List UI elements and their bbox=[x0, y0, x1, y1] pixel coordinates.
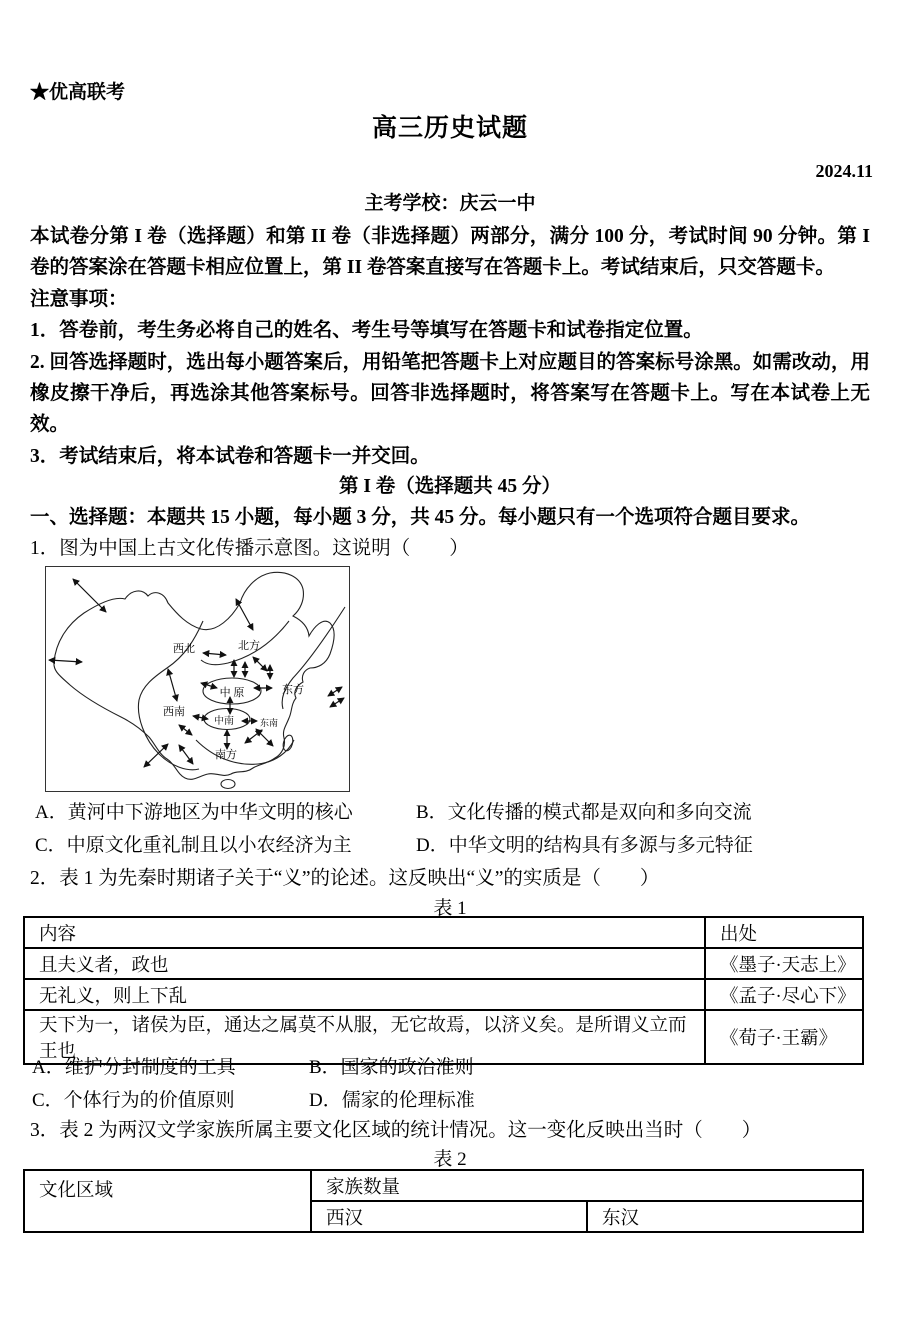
q2-option-b: B．国家的政治准则 bbox=[309, 1057, 474, 1078]
table1-cell-content: 无礼义，则上下乱 bbox=[24, 979, 705, 1010]
exam-instructions bbox=[30, 221, 870, 472]
section1-title: 第 I 卷（选择题共 45 分） bbox=[338, 476, 562, 497]
q2-option-c: C．个体行为的价值原则 bbox=[32, 1090, 235, 1111]
note-item-2: 2. 回答选择题时，选出每小题答案后，用铅笔把答题卡上对应题目的答案标号涂黑。如需改动，用橡皮擦干净后，再选涂其他答案标号。回答非选择题时，将答案写在答题卡上。写在本试卷上无效。 bbox=[30, 351, 870, 436]
table1-cell-source: 《墨子·天志上》 bbox=[705, 948, 863, 979]
question1-stem: 1．图为中国上古文化传播示意图。这说明（ ） bbox=[30, 538, 469, 559]
q2-option-a: A．维护分封制度的工具 bbox=[32, 1057, 236, 1078]
region-label-dongnan: 东南 bbox=[259, 718, 279, 728]
table2-caption: 表 2 bbox=[433, 1149, 467, 1170]
region-label-beifang: 北方 bbox=[238, 640, 260, 652]
table-row bbox=[24, 948, 863, 979]
question2-stem: 2．表 1 为先秦时期诸子关于“义”的论述。这反映出“义”的实质是（ ） bbox=[30, 868, 660, 889]
table2-subheader-eastern-han: 东汉 bbox=[587, 1201, 863, 1232]
region-label-xinan: 西南 bbox=[163, 706, 185, 718]
q1-option-a: A．黄河中下游地区为中华文明的核心 bbox=[35, 802, 353, 823]
table2-subheader-western-han: 西汉 bbox=[311, 1201, 587, 1232]
table-row bbox=[24, 1170, 863, 1201]
section1-directions: 一、选择题：本题共 15 小题，每小题 3 分，共 45 分。每小题只有一个选项符合题目要求。 bbox=[30, 507, 811, 528]
notes-title: 注意事项： bbox=[30, 288, 128, 310]
table1-caption: 表 1 bbox=[433, 898, 467, 919]
note-item-1: 1．答卷前，考生务必将自己的姓名、考生号等填写在答题卡和试卷指定位置。 bbox=[30, 320, 703, 342]
region-label-dongfang: 东方 bbox=[282, 684, 304, 696]
page-title: 高三历史试题 bbox=[371, 115, 528, 142]
china-outline bbox=[54, 572, 334, 779]
table-row bbox=[24, 979, 863, 1010]
table1-header-content: 内容 bbox=[24, 917, 705, 948]
table1-header-source: 出处 bbox=[705, 917, 863, 948]
table1-yi-statements bbox=[23, 916, 864, 1065]
china-culture-map bbox=[45, 566, 350, 792]
table1-cell-content: 天下为一，诸侯为臣，通达之属莫不从服，无它故焉，以济义矣。是所谓义立而王也 bbox=[24, 1010, 705, 1064]
table-row bbox=[24, 917, 863, 948]
exam-date: 2024.11 bbox=[815, 161, 873, 181]
host-school: 主考学校：庆云一中 bbox=[364, 193, 536, 214]
table1-cell-source: 《孟子·尽心下》 bbox=[705, 979, 863, 1010]
question3-stem: 3．表 2 为两汉文学家族所属主要文化区域的统计情况。这一变化反映出当时（ ） bbox=[30, 1120, 762, 1141]
table2-han-family-regions bbox=[23, 1169, 864, 1233]
q1-option-c: C．中原文化重礼制且以小农经济为主 bbox=[35, 835, 352, 856]
table1-cell-source: 《荀子·王霸》 bbox=[705, 1010, 863, 1064]
table1-cell-content: 且夫义者，政也 bbox=[24, 948, 705, 979]
q2-option-d: D．儒家的伦理标准 bbox=[309, 1090, 475, 1111]
table2-header-family-count: 家族数量 bbox=[311, 1170, 863, 1201]
q1-option-b: B．文化传播的模式都是双向和多向交流 bbox=[416, 802, 752, 823]
region-label-zhongnan: 中南 bbox=[214, 716, 234, 727]
china-map-diagram bbox=[46, 567, 349, 791]
region-label-zhongyuan: 中 原 bbox=[219, 687, 245, 699]
region-boundary-south bbox=[196, 740, 294, 764]
instructions-intro: 本试卷分第 I 卷（选择题）和第 II 卷（非选择题）两部分，满分 100 分，考试时间 90 分钟。第 I 卷的答案涂在答题卡相应位置上，第 II 卷答案直接写在答题卡上。考试结束后，只交答题卡。 bbox=[30, 226, 870, 279]
q1-option-d: D．中华文明的结构具有多源与多元特征 bbox=[416, 835, 753, 856]
region-label-xibei: 西北 bbox=[173, 643, 195, 655]
note-item-3: 3．考试结束后，将本试卷和答题卡一并交回。 bbox=[30, 445, 430, 467]
hainan-island bbox=[221, 780, 235, 789]
table2-header-region: 文化区域 bbox=[24, 1170, 311, 1232]
region-label-nanfang: 南方 bbox=[215, 749, 237, 761]
league-mark: ★优高联考 bbox=[30, 82, 126, 103]
